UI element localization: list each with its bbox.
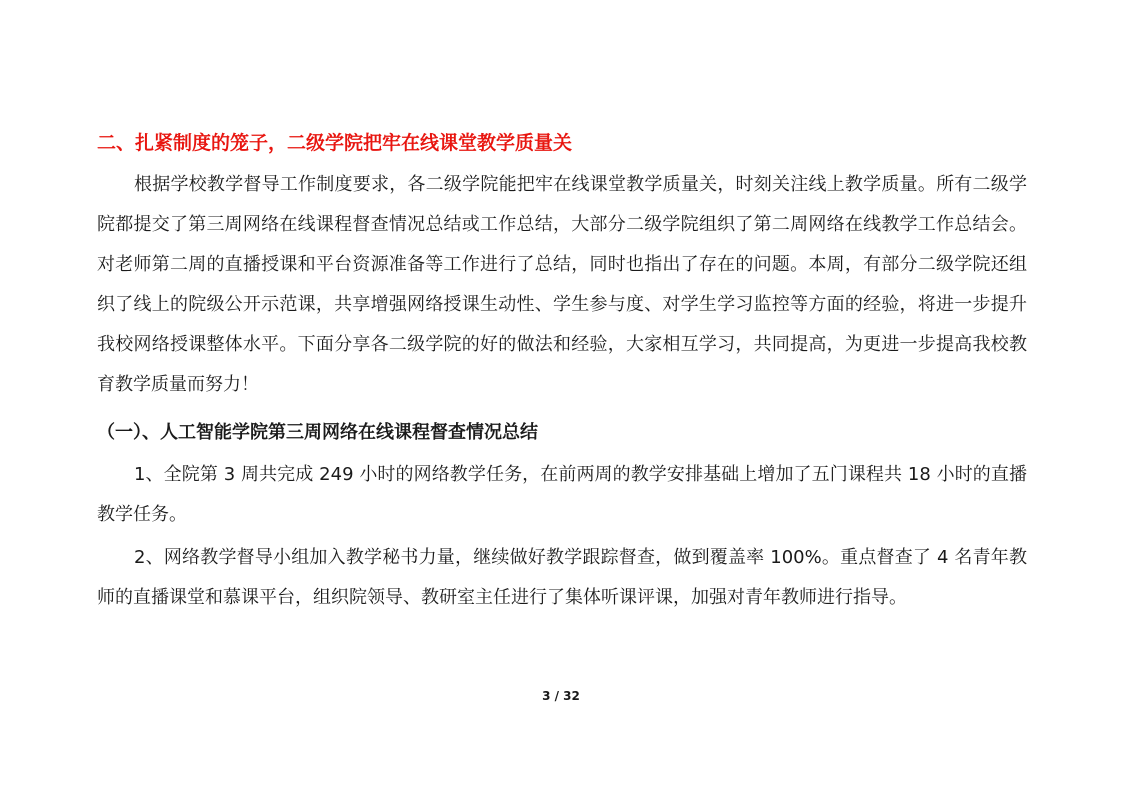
list-item-1: 1、全院第 3 周共完成 249 小时的网络教学任务，在前两周的教学安排基础上增加了五门课程共 18 小时的直播教学任务。 xyxy=(97,464,1027,525)
page-number: 3 / 32 xyxy=(542,689,580,703)
intro-paragraph: 根据学校教学督导工作制度要求，各二级学院能把牢在线课堂教学质量关，时刻关注线上教学质量。所有二级学院都提交了第三周网络在线课程督查情况总结或工作总结，大部分二级学院组织了第二周网络在线教学工作总结会。对老师第二周的直播授课和平台资源准备等工作进行了总结，同时也指出了存在的问题。本周，有部分二级学院还组织了线上的院级公开示范课，共享增强网络授课生动性、学生参与度、对学生学习监控等方面的经验，将进一步提升我校网络授课整体水平。下面分享各二级学院的好的做法和经验，大家相互学习，共同提高，为更进一步提高我校教育教学质量而努力！ xyxy=(97,174,1027,395)
subsection-title: （一）、人工智能学院第三周网络在线课程督查情况总结 xyxy=(97,422,538,443)
list-item-2: 2、网络教学督导小组加入教学秘书力量，继续做好教学跟踪督查，做到覆盖率 100%。重点督查了 4 名青年教师的直播课堂和慕课平台，组织院领导、教研室主任进行了集体听课评课，加强对青年教师进行指导。 xyxy=(97,547,1027,608)
section-title: 二、扎紧制度的笼子，二级学院把牢在线课堂教学质量关 xyxy=(97,132,573,154)
